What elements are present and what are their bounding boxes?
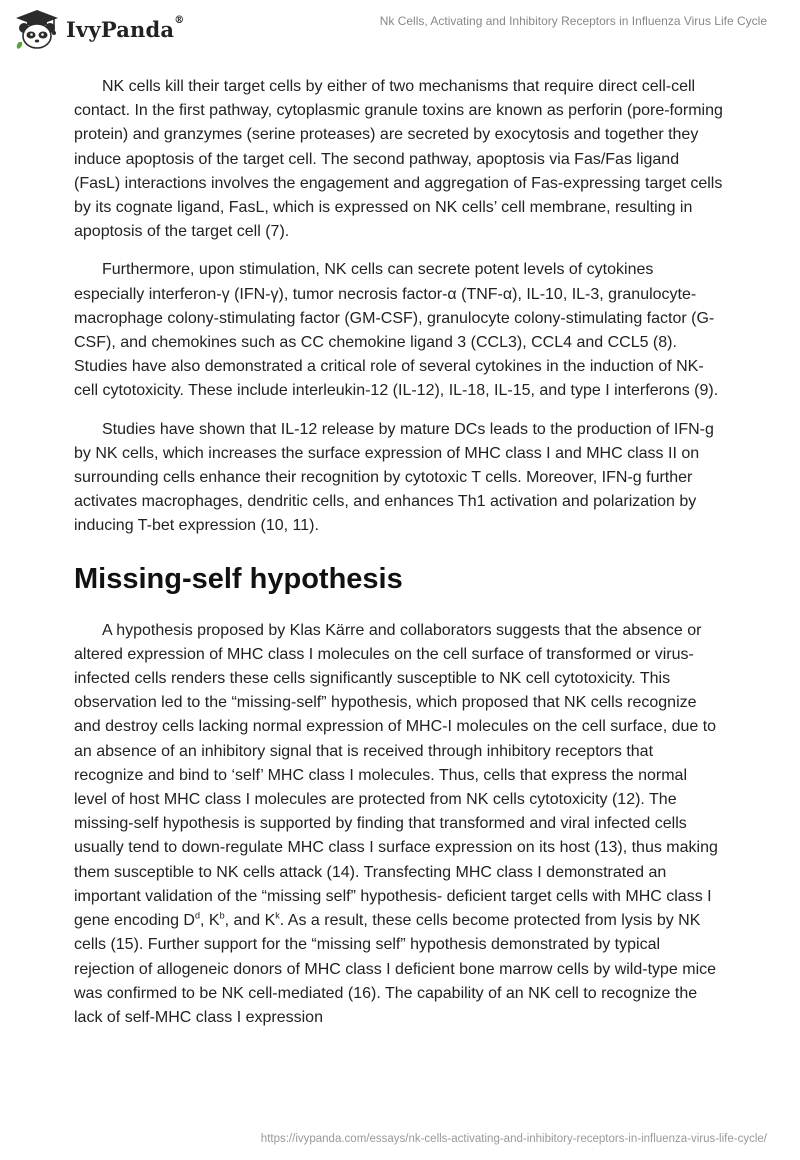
superscript-k: k — [275, 910, 280, 921]
panda-mascot-icon — [14, 8, 60, 50]
section-heading: Missing-self hypothesis — [74, 562, 403, 595]
page-header — [0, 0, 800, 70]
paragraph-4-text-b: . As a result, these cells become protected from lysis by NK cells (15). Further support for the “missing self” hypothesis demonstrated by typical rejection of allogeneic donors of MHC class I deficient bone marrow cells by wild-type mice was confirmed to be NK cell-mediated (16). The capability of an NK cell to recognize the lack of self-MHC class I expression — [74, 912, 717, 1026]
paragraph-1: NK cells kill their target cells by either of two mechanisms that require direct cell-cell contact. In the first pathway, cytoplasmic granule toxins are known as perforin (pore-forming protein) and granzymes (serine proteases) are secreted by exocytosis and together they induce apoptosis of the target cell. The second pathway, apoptosis via Fas/Fas ligand (FasL) interactions involves the engagement and aggregation of Fas-expressing target cells by its cognate ligand, FasL, which is expressed on NK cells’ cell membrane, resulting in apoptosis of the target cell (7). — [74, 78, 723, 241]
source-url[interactable]: https://ivypanda.com/essays/nk-cells-activating-and-inhibitory-receptors-in-influenza-virus-life-cycle/ — [260, 1133, 767, 1145]
paragraph-4-text-a: A hypothesis proposed by Klas Kärre and collaborators suggests that the absence or altered expression of MHC class I molecules on the cell surface of transformed or virus-infected cells renders these cells significantly susceptible to NK cell cytotoxicity. This observation led to the “missing-self” hypothesis, which proposed that NK cells recognize and destroy cells lacking normal expression of MHC-I molecules on the cell surface, due to an absence of an inhibitory signal that is received through inhibitory receptors that recognize and bind to ‘self’ MHC class I molecules. Thus, cells that express the normal level of host MHC class I molecules are protected from NK cells cytotoxicity (12). The missing-self hypothesis is supported by finding that transformed and viral infected cells usually tend to down-regulate MHC class I surface expression on its host (13), thus making them susceptible to NK cells attack (14). Transfecting MHC class I demonstrated an important validation of the “missing self” hypothesis- deficient target cells with MHC class I gene encoding D — [74, 621, 718, 930]
brand-wordmark — [66, 14, 185, 42]
separator-k-b: , K — [200, 912, 220, 930]
running-title: Nk Cells, Activating and Inhibitory Receptors in Influenza Virus Life Cycle — [379, 14, 767, 28]
separator-k-k: , and K — [224, 912, 276, 930]
brand-logo[interactable] — [14, 8, 184, 50]
registered-mark: ® — [174, 14, 185, 26]
paragraph-3: Studies have shown that IL-12 release by mature DCs leads to the production of IFN-g by NK cells, which increases the surface expression of MHC class I and MHC class II on surrounding cells enhance their recognition by cytotoxic T cells. Moreover, IFN-g further activates macrophages, dendritic cells, and enhances Th1 activation and polarization by inducing T-bet expression (10, 11). — [74, 420, 714, 535]
superscript-b: b — [219, 910, 225, 921]
superscript-d: d — [194, 910, 200, 921]
paragraph-2: Furthermore, upon stimulation, NK cells can secrete potent levels of cytokines especially interferon-γ (IFN-γ), tumor necrosis factor-α (TNF-α), IL-10, IL-3, granulocyte-macrophage colony-stimulating factor (GM-CSF), granulocyte colony-stimulating factor (G-CSF), and chemokines such as CC chemokine ligand 3 (CCL3), CCL4 and CCL5 (8). Studies have also demonstrated a critical role of several cytokines in the induction of NK-cell cytotoxicity. These include interleukin-12 (IL-12), IL-18, IL-15, and type I interferons (9). — [74, 261, 719, 400]
brand-name: IvyPanda — [66, 16, 175, 42]
paragraph-4 — [74, 619, 724, 1030]
essay-body — [74, 75, 724, 1044]
